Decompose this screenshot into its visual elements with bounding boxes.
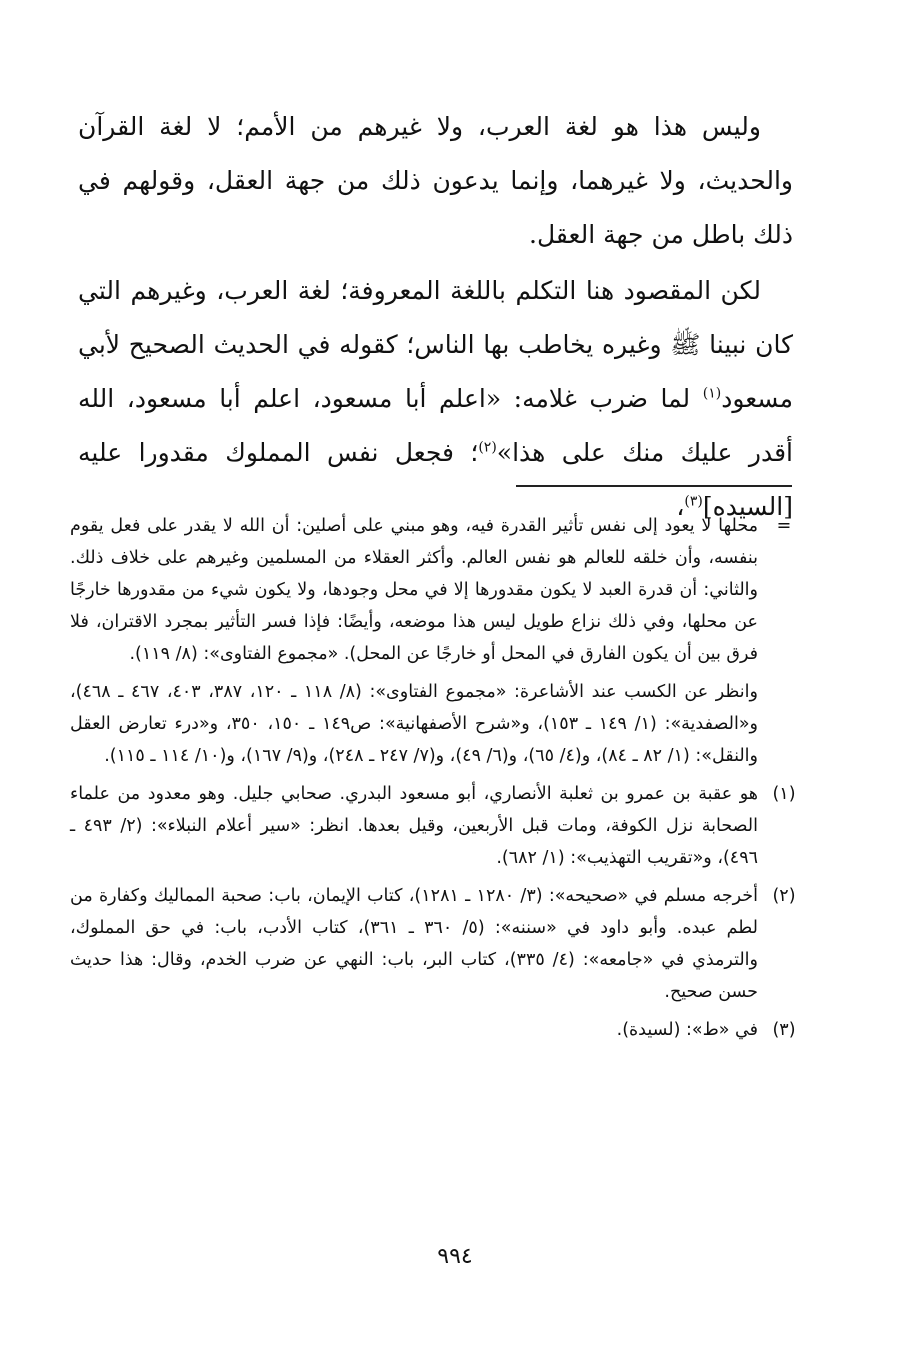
paragraph-2-text-d: ، xyxy=(676,492,685,521)
main-paragraph-1: وليس هذا هو لغة العرب، ولا غيرهم من الأمم؛ لا لغة القرآن والحديث، ولا غيرهما، وإنما يدعون ذلك من جهة العقل، وقولهم في ذلك باطل من جهة العقل. xyxy=(78,112,793,249)
paragraph-2-text-a: لكن المقصود هنا التكلم باللغة المعروفة؛ لغة العرب، وغيرهم التي كان نبينا ﷺ وغيره يخاطب بها الناس؛ كقوله في الحديث الصحيح لأبي مسعود xyxy=(78,276,793,413)
paragraph-2-text-c: ؛ فجعل نفس المملوك مقدورا عليه [السيده] xyxy=(78,438,793,521)
footnote-2-text: أخرجه مسلم في «صحيحه»: (٣/ ١٢٨٠ ـ ١٢٨١)، كتاب الإيمان، باب: صحبة المماليك وكفارة من لطم عبده. وأبو داود في «سننه»: (٥/ ٣٦٠ ـ ٣٦١)، كتاب الأدب، باب: في حق المملوك، والترمذي في «جامعه»: (٤/ ٣٣٥)، كتاب البر، باب: النهي عن ضرب الخدم، وقال: هذا حديث حسن صحيح. xyxy=(70,886,758,1002)
footnote-3-text: في «ط»: (لسيدة). xyxy=(616,1020,758,1040)
paragraph-2-text-b: لما ضرب غلامه: «اعلم أبا مسعود، اعلم أبا مسعود، الله أقدر عليك منك على هذا» xyxy=(78,384,793,467)
footnote-ref-2: (٢) xyxy=(478,439,497,456)
continuation-marker: = xyxy=(776,516,792,536)
footnote-separator xyxy=(516,485,792,487)
footnote-1 xyxy=(70,778,810,874)
footnote-continuation xyxy=(70,510,810,772)
footnote-2-marker: (٢) xyxy=(772,886,796,906)
continuation-paragraph-1: محلها لا يعود إلى نفس تأثير القدرة فيه، وهو مبني على أصلين: أن الله لا يقدر على فعل يقوم بنفسه، وأن خلقه للعالم هو نفس العالم. وأكثر العقلاء من المسلمين وغيرهم على خلاف ذلك. والثاني: أن قدرة العبد لا يكون مقدورها إلا في محل وجودها، ولا يكون شيء من مقدورها خارجًا عن محلها، وفي ذلك نزاع طويل ليس هذا موضعه، وأيضًا: فإذا فسر التأثير بمجرد الاقتران، فلا فرق بين أن يكون الفارق في المحل أو خارجًا عن المحل). «مجموع الفتاوى»: (٨/ ١١٩). xyxy=(70,516,758,664)
main-text xyxy=(78,100,793,534)
footnote-ref-1: (١) xyxy=(702,385,722,402)
footnote-1-marker: (١) xyxy=(772,784,796,804)
footnotes xyxy=(70,510,810,1052)
footnote-3-marker: (٣) xyxy=(772,1020,796,1040)
footnote-1-text: هو عقبة بن عمرو بن ثعلبة الأنصاري، أبو مسعود البدري. صحابي جليل. وهو معدود من علماء الصحابة نزل الكوفة، ومات قبل الأربعين، وقيل بعدها. انظر: «سير أعلام النبلاء»: (٢/ ٤٩٣ ـ ٤٩٦)، و«تقريب التهذيب»: (١/ ٦٨٢). xyxy=(70,784,758,868)
main-paragraph-2 xyxy=(78,264,793,534)
continuation-text xyxy=(70,510,758,772)
footnote-2 xyxy=(70,880,810,1008)
footnote-3 xyxy=(70,1014,810,1046)
footnote-ref-3: (٣) xyxy=(684,493,703,510)
page-number: ٩٩٤ xyxy=(437,1244,473,1269)
continuation-paragraph-2: وانظر عن الكسب عند الأشاعرة: «مجموع الفتاوى»: (٨/ ١١٨ ـ ١٢٠، ٣٨٧، ٤٠٣، ٤٦٧ ـ ٤٦٨)، و«الصفدية»: (١/ ١٤٩ ـ ١٥٣)، و«شرح الأصفهانية»: ص١٤٩ ـ ١٥٠، ٣٥٠، و«درء تعارض العقل والنقل»: (١/ ٨٢ ـ ٨٤)، و(٤/ ٦٥)، و(٦/ ٤٩)، و(٧/ ٢٤٧ ـ ٢٤٨)، و(٩/ ١٦٧)، و(١٠/ ١١٤ ـ ١١٥). xyxy=(70,682,758,766)
